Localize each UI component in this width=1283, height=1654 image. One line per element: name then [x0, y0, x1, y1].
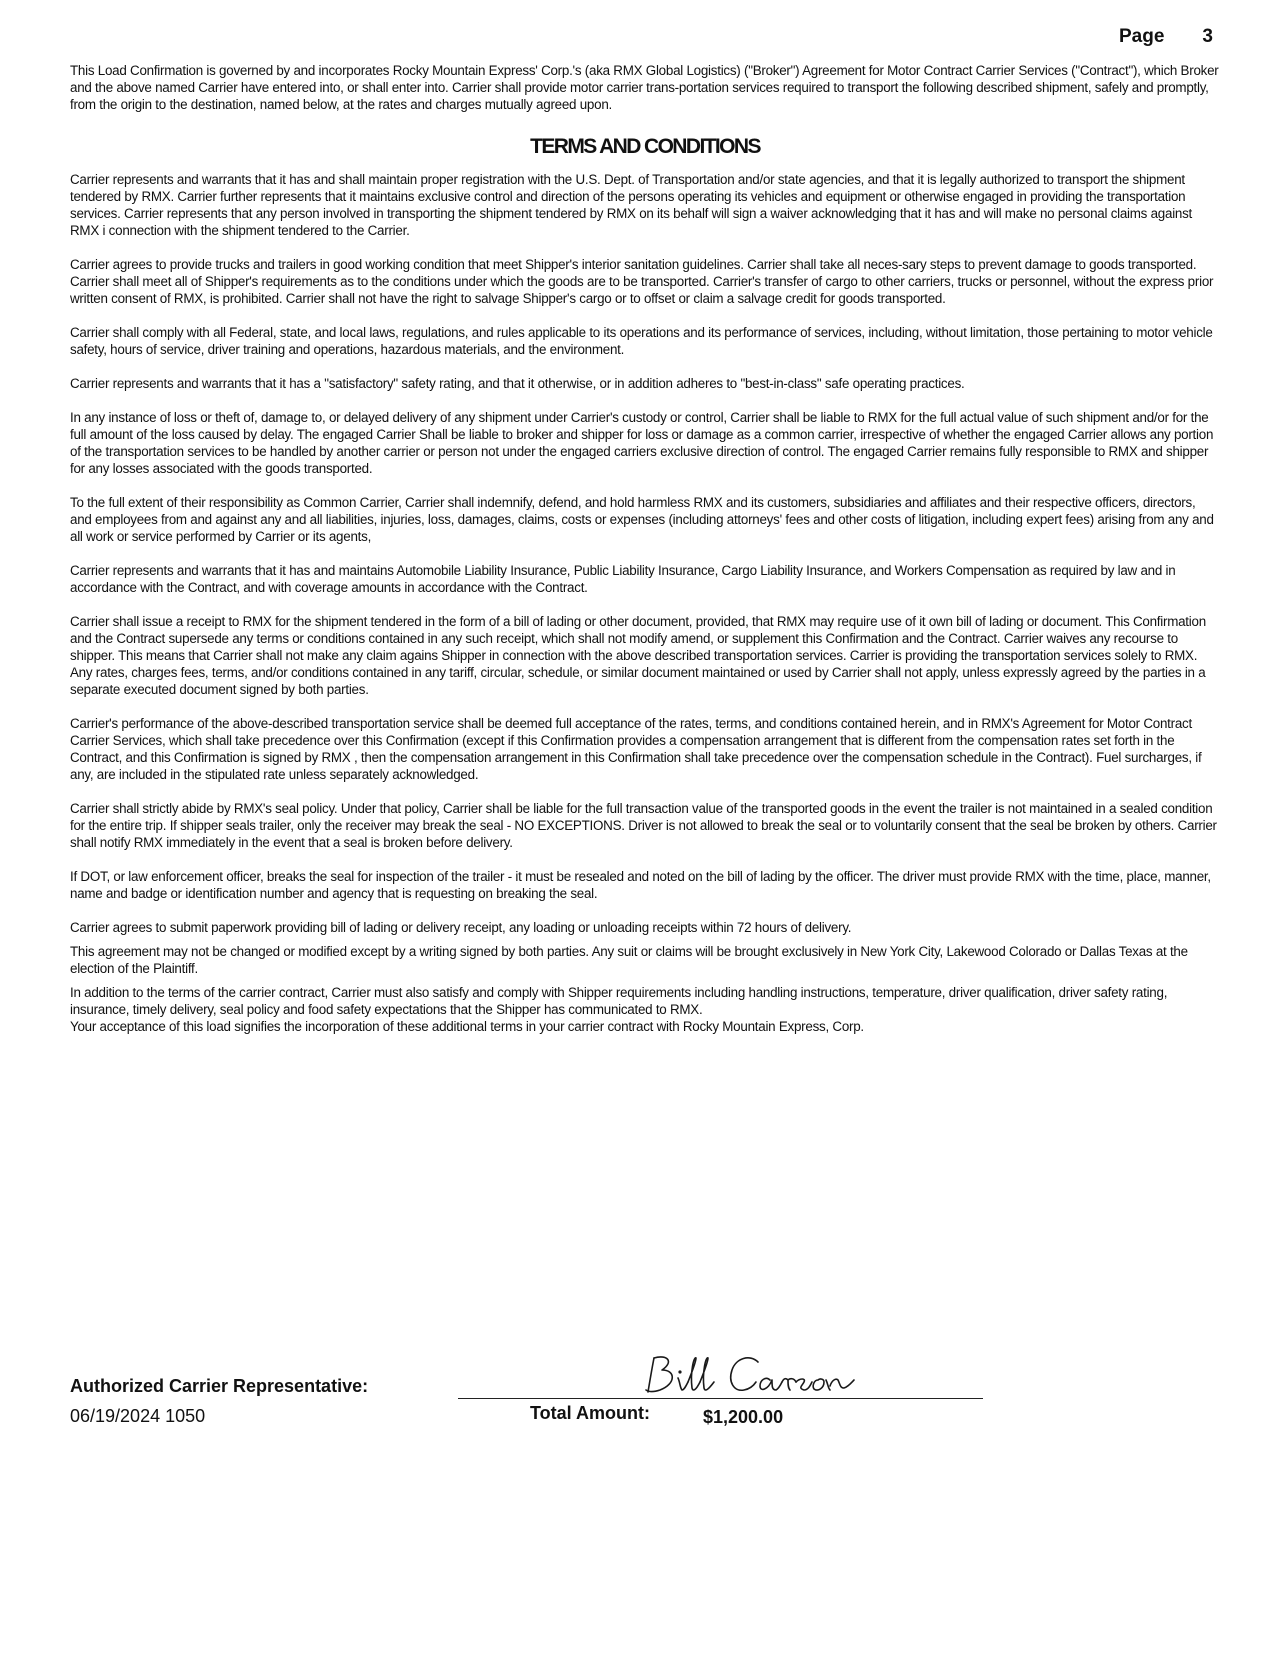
term-paragraph-seal-policy: Carrier shall strictly abide by RMX's seal policy. Under that policy, Carrier shall be liable for the full transaction value of the transported goods in the event the trailer is not maintained in a sealed condition for the entire trip. If shipper seals trailer, only the receiver may break the seal - NO EXCEPTIONS. Driver is not allowed to break the seal or to voluntarily consent that the seal be broken by others. Carrier shall notify RMX immediately in the event that a seal is broken before delivery. [70, 801, 1217, 850]
term-paragraph-registration: Carrier represents and warrants that it has and shall maintain proper registration with the U.S. Dept. of Transportation and/or state agencies, and that it is legally authorized to transport the shipment tendered by RMX. Carrier further represents that it maintains exclusive control and direction of the persons operating its vehicles and equipment or otherwise engaged in providing the transportation services. Carrier represents that any person involved in transporting the shipment tendered by RMX on its behalf will sign a waiver acknowledging that it has and will make no personal claims against RMX i connection with the shipment tendered to the Carrier. [70, 172, 1193, 238]
term-paragraph-liability: In any instance of loss or theft of, damage to, or delayed delivery of any shipment under Carrier's custody or control, Carrier shall be liable to RMX for the full actual value of such shipment and/or for the full amount of the loss caused by delay. The engaged Carrier Shall be liable to broker and shipper for loss or damage as a common carrier, irrespective of whether the engaged Carrier allows any portion of the transportation services to be handled by another carrier or person not under the engaged carriers exclusive direction of control. The engaged Carrier remains fully responsible to RMX and shipper for any losses associated with the goods transported. [70, 410, 1214, 476]
term-paragraph-insurance: Carrier represents and warrants that it has and maintains Automobile Liability Insurance, Public Liability Insurance, Cargo Liability Insurance, and Workers Compensation as required by law and in accordance with the Contract, and with coverage amounts in accordance with the Contract. [70, 563, 1176, 595]
total-amount-label: Total Amount: [530, 1403, 650, 1423]
signature-line [458, 1398, 983, 1399]
authorized-rep-label: Authorized Carrier Representative: [70, 1376, 369, 1396]
terms-heading: TERMS AND CONDITIONS [530, 135, 760, 158]
total-amount-value: $1,200.00 [703, 1407, 784, 1427]
term-paragraph-indemnity: To the full extent of their responsibility as Common Carrier, Carrier shall indemnify, defend, and hold harmless RMX and its customers, subsidiaries and affiliates and their respective officers, directors, and employees from and against any and all liabilities, injuries, loss, damages, claims, costs or expenses (including attorneys' fees and other costs of litigation, including expert fees) arising from any and all work or service performed by Carrier or its agents, [70, 495, 1214, 544]
term-paragraph-paperwork: Carrier agrees to submit paperwork providing bill of lading or delivery receipt, any loading or unloading receipts within 72 hours of delivery. [70, 920, 852, 935]
term-paragraph-safety-rating: Carrier represents and warrants that it has a "satisfactory" safety rating, and that it otherwise, or in addition adheres to "best-in-class" safe operating practices. [70, 376, 965, 391]
term-paragraph-acceptance: Carrier's performance of the above-described transportation service shall be deemed full acceptance of the rates, terms, and conditions contained herein, and in RMX's Agreement for Motor Contract Carrier Services, which shall take precedence over this Confirmation (except if this Confirmation provides a compensation arrangement that is different from the compensation rates set forth in the Contract, and this Confirmation is signed by RMX , then the compensation arrangement in this Confirmation shall take precedence over the compensation schedule in the Contract). Fuel surcharges, if any, are included in the stipulated rate unless separately acknowledged. [70, 716, 1202, 782]
term-paragraph-modification: This agreement may not be changed or modified except by a writing signed by both parties. Any suit or claims will be brought exclusively in New York City, Lakewood Colorado or Dallas Texas at the election of the Plaintiff. [70, 944, 1188, 976]
term-paragraph-shipper-requirements: In addition to the terms of the carrier contract, Carrier must also satisfy and comply with Shipper requirements including handling instructions, temperature, driver qualification, driver safety rating, insurance, timely delivery, seal policy and food safety expectations that the Shipper has communicated to RMX. [70, 985, 1168, 1017]
term-paragraph-equipment: Carrier agrees to provide trucks and trailers in good working condition that meet Shipper's interior sanitation guidelines. Carrier shall take all neces-sary steps to prevent damage to goods transported. Carrier shall meet all of Shipper's requirements as to the conditions under which the goods are to be transported. Carrier's transfer of cargo to other carriers, trucks or personnel, without the express prior written consent of RMX, is prohibited. Carrier shall not have the right to salvage Shipper's cargo or to offset or claim a salvage credit for goods transported. [70, 257, 1214, 306]
term-paragraph-receipt: Carrier shall issue a receipt to RMX for the shipment tendered in the form of a bill of lading or other document, provided, that RMX may require use of it own bill of lading or document. This Confirmation and the Contract supersede any terms or conditions contained in any such receipt, which shall not modify amend, or supplement this Confirmation and the Contract. Carrier waives any recourse to shipper. This means that Carrier shall not make any claim agains Shipper in connection with the above described transportation services. Carrier is providing the transportation services solely to RMX. Any rates, charges fees, terms, and/or conditions contained in any tariff, circular, schedule, or similar document maintained or used by Carrier shall not apply, unless expressly agreed by the parties in a separate executed document signed by both parties. [70, 614, 1206, 697]
term-paragraph-compliance: Carrier shall comply with all Federal, state, and local laws, regulations, and rules applicable to its operations and its performance of services, including, without limitation, those pertaining to motor vehicle safety, hours of service, driver training and operations, hazardous materials, and the environment. [70, 325, 1213, 357]
term-paragraph-load-acceptance: Your acceptance of this load signifies the incorporation of these additional terms in your carrier contract with Rocky Mountain Express, Corp. [70, 1019, 864, 1034]
signed-date-time: 06/19/2024 1050 [70, 1406, 206, 1426]
page-label: Page [1119, 26, 1165, 47]
page-number: 3 [1202, 26, 1213, 47]
term-paragraph-seal-inspection: If DOT, or law enforcement officer, breaks the seal for inspection of the trailer - it must be resealed and noted on the bill of lading by the officer. The driver must provide RMX with the time, place, manner, name and badge or identification number and agency that is requesting on breaking the seal. [70, 869, 1211, 901]
page-header [1119, 26, 1213, 48]
document-body [70, 62, 1220, 1052]
intro-paragraph: This Load Confirmation is governed by and incorporates Rocky Mountain Express' Corp.'s (aka RMX Global Logistics) ("Broker") Agreement for Motor Contract Carrier Services ("Contract"), which Broker and the above named Carrier have entered into, or shall enter into. Carrier shall provide motor carrier trans-portation services required to transport the following described shipment, safely and promptly, from the origin to the destination, named below, at the rates and charges mutually agreed upon. [70, 63, 1219, 112]
signature-image [640, 1352, 900, 1398]
